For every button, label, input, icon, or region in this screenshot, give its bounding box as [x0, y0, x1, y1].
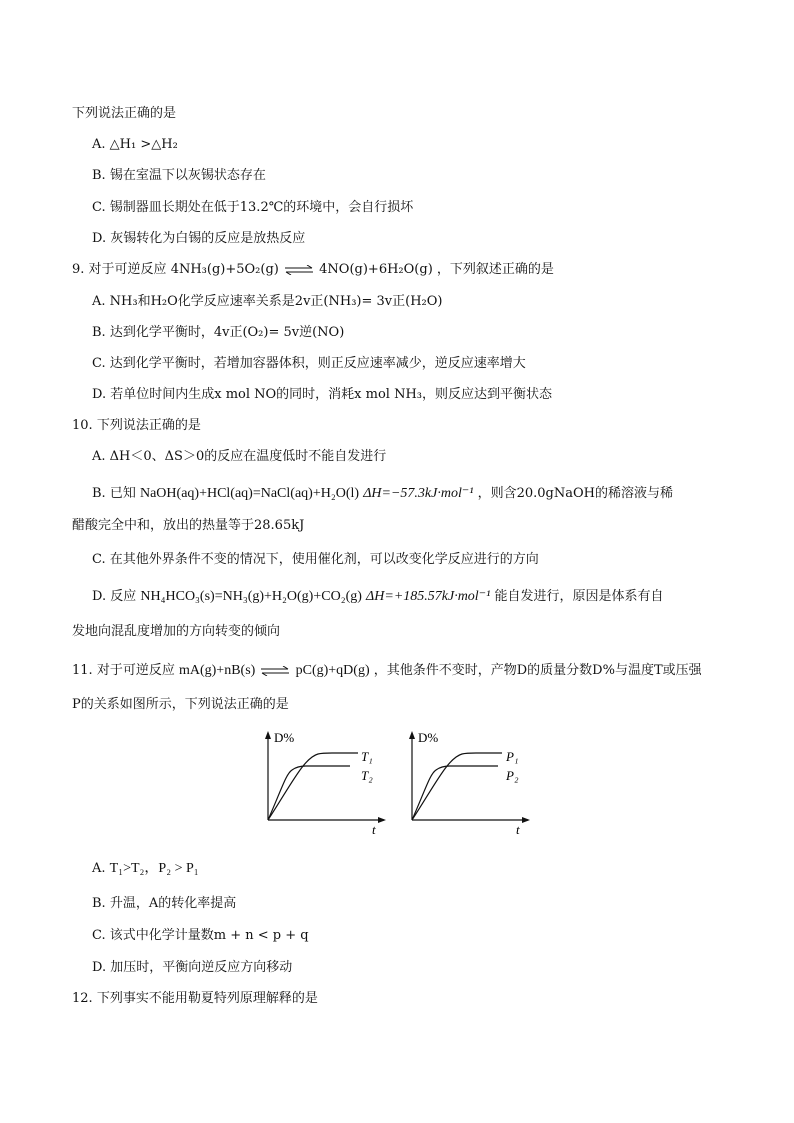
question-10-stem: 10. 下列说法正确的是	[72, 418, 201, 433]
enthalpy-value: ΔH=+185.57kJ·mol⁻¹	[366, 589, 491, 604]
arrow-up-icon	[265, 731, 271, 739]
y-axis-label: D%	[418, 730, 439, 745]
question-11-option-b: B. 升温，A的转化率提高	[92, 896, 237, 911]
question-10-option-a: A. ΔH＜0、ΔS＞0的反应在温度低时不能自发进行	[92, 449, 387, 464]
question-11-option-a: A. T₁>T₂，P₂ > P₁	[92, 861, 199, 876]
question-12-stem: 12. 下列事实不能用勒夏特列原理解释的是	[72, 991, 318, 1006]
question-8-option-b: B. 锡在室温下以灰锡状态存在	[92, 168, 266, 183]
question-11-option-c: C. 该式中化学计量数m + n < p + q	[92, 928, 309, 943]
question-11-stem: 11. 对于可逆反应 mA(g)+nB(s) pC(g)+qD(g) ，其他条件不变时，产物D的质量分数D%与温度T或压强	[72, 663, 702, 678]
arrow-right-icon	[522, 817, 530, 823]
question-9-stem: 9. 对于可逆反应 4NH₃(g)+5O₂(g) 4NO(g)+6H₂O(g) ，下列叙述正确的是	[72, 262, 554, 277]
y-axis-label: D%	[274, 730, 295, 745]
question-11-option-d: D. 加压时，平衡向逆反应方向移动	[92, 960, 293, 975]
question-10-option-b: B. 已知 NaOH(aq)+HCl(aq)=NaCl(aq)+H₂O(l) ΔH=−57.3kJ·mol⁻¹ ，则含20.0gNaOH的稀溶液与稀	[92, 486, 673, 501]
x-axis-label: t	[516, 822, 520, 837]
arrow-up-icon	[409, 731, 415, 739]
question-8-option-a: A. △H₁ >△H₂	[92, 137, 178, 152]
neutralization-equation: NaOH(aq)+HCl(aq)=NaCl(aq)+H₂O(l)	[139, 486, 360, 501]
series-label-lower: P₂	[506, 768, 519, 783]
question-10-option-d-continued: 发地向混乱度增加的方向转变的倾向	[72, 624, 281, 639]
curve-t2	[268, 766, 350, 820]
question-10-option-c: C. 在其他外界条件不变的情况下，使用催化剂，可以改变化学反应进行的方向	[92, 552, 539, 567]
enthalpy-value: ΔH=−57.3kJ·mol⁻¹	[363, 486, 474, 501]
question-9-option-d: D. 若单位时间内生成x mol NO的同时，消耗x mol NH₃，则反应达到平衡状态	[92, 387, 553, 402]
question-8-option-c: C. 锡制器皿长期处在低于13.2℃的环境中，会自行损坏	[92, 200, 414, 215]
question-9-option-a: A. NH₃和H₂O化学反应速率关系是2v正(NH₃)= 3v正(H₂O)	[92, 294, 443, 309]
curve-p1	[412, 753, 502, 820]
equilibrium-arrow-icon	[284, 265, 314, 275]
graph-temperature	[262, 728, 387, 836]
question-11-stem-continued: P的关系如图所示，下列说法正确的是	[72, 697, 289, 712]
question-8-stem: 下列说法正确的是	[72, 106, 177, 121]
graph-pressure	[406, 728, 531, 836]
question-9-option-c: C. 达到化学平衡时，若增加容器体积，则正反应速率减少，逆反应速率增大	[92, 356, 526, 371]
question-10-option-d: D. 反应 NH₄HCO₃(s)=NH₃(g)+H₂O(g)+CO₂(g) ΔH=+185.57kJ·mol⁻¹ 能自发进行，原因是体系有自	[92, 589, 664, 604]
curve-p2	[412, 766, 498, 820]
curve-t1	[268, 753, 358, 820]
series-label-lower: T₂	[361, 768, 373, 783]
question-9-option-b: B. 达到化学平衡时，4v正(O₂)= 5v逆(NO)	[92, 325, 345, 340]
series-label-upper: P₁	[506, 749, 519, 764]
question-10-option-b-continued: 醋酸完全中和，放出的热量等于28.65kJ	[72, 518, 305, 533]
question-8-option-d: D. 灰锡转化为白锡的反应是放热反应	[92, 231, 306, 246]
decomposition-equation: NH₄HCO₃(s)=NH₃(g)+H₂O(g)+CO₂(g)	[140, 589, 362, 604]
series-label-upper: T₁	[361, 749, 373, 764]
equilibrium-arrow-icon	[260, 666, 290, 676]
x-axis-label: t	[372, 822, 376, 837]
arrow-right-icon	[378, 817, 386, 823]
